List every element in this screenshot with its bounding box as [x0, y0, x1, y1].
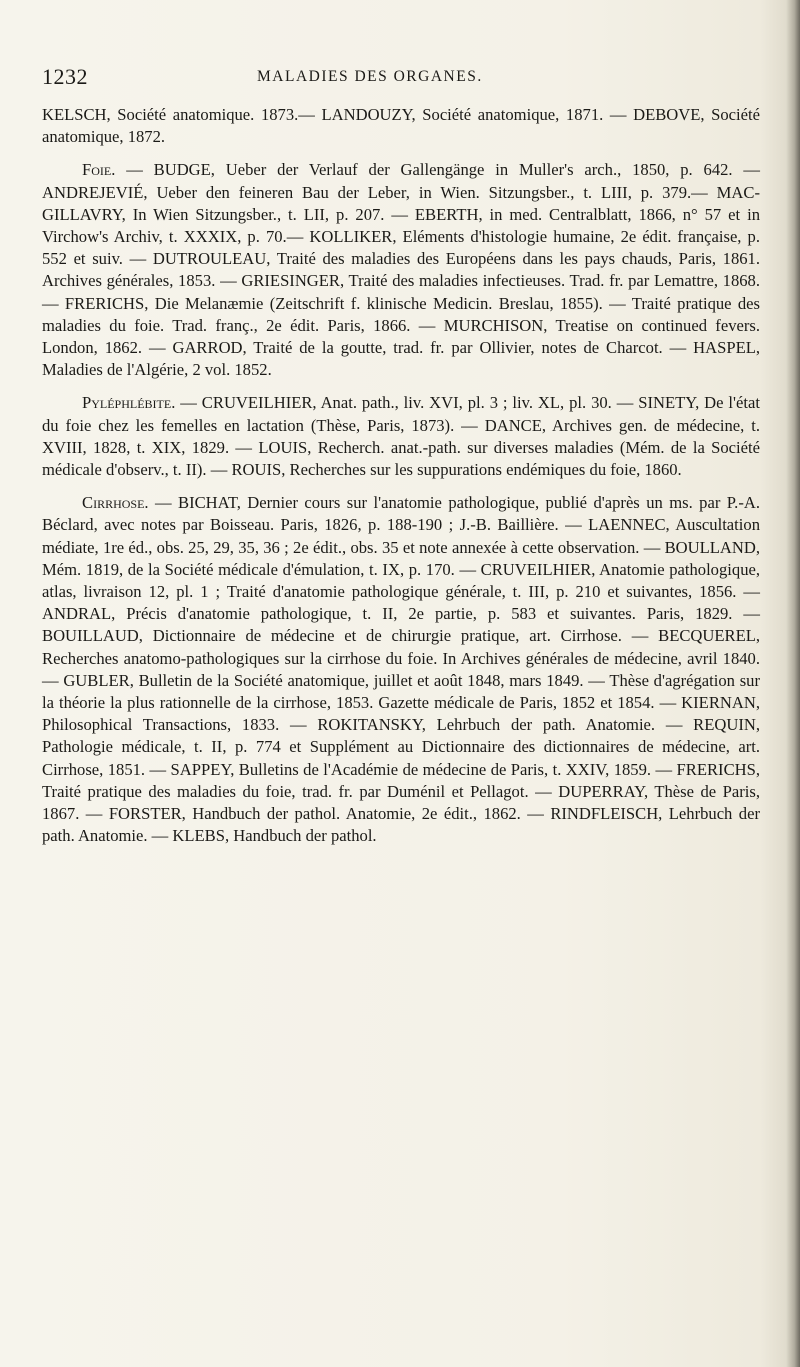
page-header	[42, 62, 762, 92]
section-heading-foie: Foie.	[82, 160, 116, 180]
paragraph-foie	[42, 159, 760, 381]
paragraph-text: — BICHAT, Dernier cours sur l'anatomie pathologique, publié d'après un ms. par P.-A. Béclard, avec notes par Boisseau. Paris, 1826, p. 188-190 ; J.-B. Baillière. — LAENNEC, Auscultation médiate, 1re éd., obs. 25, 29, 35, 36 ; 2e édit., obs. 35 et note annexée à cette observation. — BOULLAND, Mém. 1819, de la Société médicale d'émulation, t. IX, p. 170. — CRUVEILHIER, Anatomie pathologique, atlas, livraison 12, pl. 1 ; Traité d'anatomie pathologique générale, t. III, p. 210 et suivantes, 1856. — ANDRAL, Précis d'anatomie pathologique, t. II, 2e partie, p. 583 et suivantes. Paris, 1829. — BOUILLAUD, Dictionnaire de médecine et de chirurgie pratique, art. Cirrhose. — BECQUEREL, Recherches anatomo-pathologiques sur la cirrhose du foie. In Archives générales de médecine, avril 1840. — GUBLER, Bulletin de la Société anatomique, juillet et août 1848, mars 1849. — Thèse d'agrégation sur la théorie la plus rationnelle de la cirrhose, 1853. Gazette médicale de Paris, 1852 et 1854. — KIERNAN, Philosophical Transactions, 1833. — ROKITANSKY, Lehrbuch der path. Anatomie. — REQUIN, Pathologie médicale, t. II, p. 774 et Supplément au Dictionnaire des dictionnaires de médecine, art. Cirrhose, 1851. — SAPPEY, Bulletins de l'Académie de médecine de Paris, t. XXIV, 1859. — FRERICHS, Traité pratique des maladies du foie, trad. fr. par Duménil et Pellagot. — DUPERRAY, Thèse de Paris, 1867. — FORSTER, Handbuch der pathol. Anatomie, 2e édit., 1862. — RINDFLEISCH, Lehrbuch der path. Anatomie. — KLEBS, Handbuch der pathol.	[42, 493, 760, 846]
paragraph-pylephlebite	[42, 392, 760, 481]
paragraph-intro	[42, 104, 760, 148]
page-edge-shadow	[786, 0, 800, 1367]
paragraph-text: — CRUVEILHIER, Anat. path., liv. XVI, pl. 3 ; liv. XL, pl. 30. — SINETY, De l'état du foie chez les femelles en lactation (Thèse, Paris, 1873). — DANCE, Archives gen. de médecine, t. XVIII, 1828, t. XIX, 1829. — LOUIS, Recherch. anat.-path. sur diverses maladies (Mém. de la Société médicale d'observ., t. II). — ROUIS, Recherches sur les suppurations endémiques du foie, 1860.	[42, 393, 760, 480]
section-heading-pylephlebite: Pyléphlébite.	[82, 393, 176, 413]
running-title: MALADIES DES ORGANES.	[257, 68, 483, 85]
paragraph-text: KELSCH, Société anatomique. 1873.— LANDOUZY, Société anatomique, 1871. — DEBOVE, Société anatomique, 1872.	[42, 105, 760, 147]
section-heading-cirrhose: Cirrhose.	[82, 493, 149, 513]
paragraph-cirrhose	[42, 492, 760, 847]
paragraph-text: — BUDGE, Ueber der Verlauf der Gallengänge in Muller's arch., 1850, p. 642. — ANDREJEVIÉ, Ueber den feineren Bau der Leber, in Wien. Sitzungsber., t. LIII, p. 379.— MAC-GILLAVRY, In Wien Sitzungsber., t. LII, p. 207. — EBERTH, in med. Centralblatt, 1866, n° 57 et in Virchow's Archiv, t. XXXIX, p. 70.— KOLLIKER, Eléments d'histologie humaine, 2e édit. française, p. 552 et suiv. — DUTROULEAU, Traité des maladies des Européens dans les pays chauds, Paris, 1861. Archives générales, 1853. — GRIESINGER, Traité des maladies infectieuses. Trad. fr. par Lemattre, 1868. — FRERICHS, Die Melanæmie (Zeitschrift f. klinische Medicin. Breslau, 1855). — Traité pratique des maladies du foie. Trad. franç., 2e édit. Paris, 1866. — MURCHISON, Treatise on continued fevers. London, 1862. — GARROD, Traité de la goutte, trad. fr. par Ollivier, notes de Charcot. — HASPEL, Maladies de l'Algérie, 2 vol. 1852.	[42, 160, 761, 380]
bibliography-text	[42, 104, 760, 848]
page-number: 1232	[42, 64, 88, 89]
